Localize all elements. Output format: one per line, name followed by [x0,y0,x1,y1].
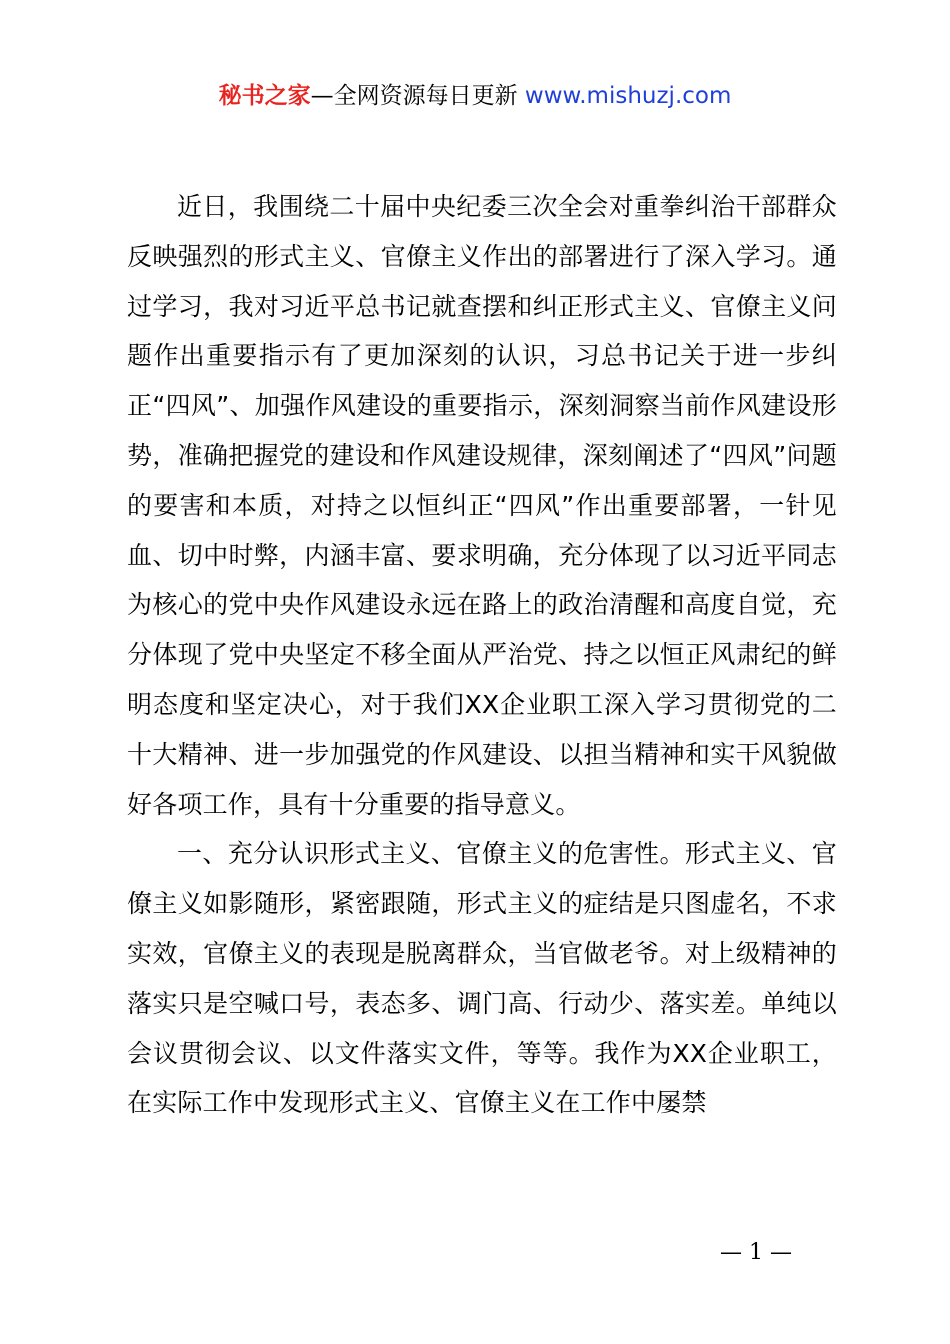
site-header [0,80,950,112]
paragraph-section-one: 一、充分认识形式主义、官僚主义的危害性。形式主义、官僚主义如影随形，紧密跟随，形式主义的症结是只图虚名，不求实效，官僚主义的表现是脱离群众，当官做老爷。对上级精神的落实只是空喊口号，表态多、调门高、行动少、落实差。单纯以会议贯彻会议、以文件落实文件，等等。我作为XX企业职工，在实际工作中发现形式主义、官僚主义在工作中屡禁 [127,839,837,1118]
site-url-link[interactable]: www.mishuzj.com [524,83,732,109]
header-tagline: —全网资源每日更新 [310,83,518,109]
document-body [127,182,837,1128]
page-number: — 1 — [720,1240,792,1265]
paragraph-intro: 近日，我围绕二十届中央纪委三次全会对重拳纠治干部群众反映强烈的形式主义、官僚主义作出的部署进行了深入学习。通过学习，我对习近平总书记就查摆和纠正形式主义、官僚主义问题作出重要指示有了更加深刻的认识，习总书记关于进一步纠正“四风”、加强作风建设的重要指示，深刻洞察当前作风建设形势，准确把握党的建设和作风建设规律，深刻阐述了“四风”问题的要害和本质，对持之以恒纠正“四风”作出重要部署，一针见血、切中时弊，内涵丰富、要求明确，充分体现了以习近平同志为核心的党中央作风建设永远在路上的政治清醒和高度自觉，充分体现了党中央坚定不移全面从严治党、持之以恒正风肃纪的鲜明态度和坚定决心，对于我们XX企业职工深入学习贯彻党的二十大精神、进一步加强党的作风建设、以担当精神和实干风貌做好各项工作，具有十分重要的指导意义。 [127,192,837,819]
brand-name: 秘书之家 [218,83,311,109]
